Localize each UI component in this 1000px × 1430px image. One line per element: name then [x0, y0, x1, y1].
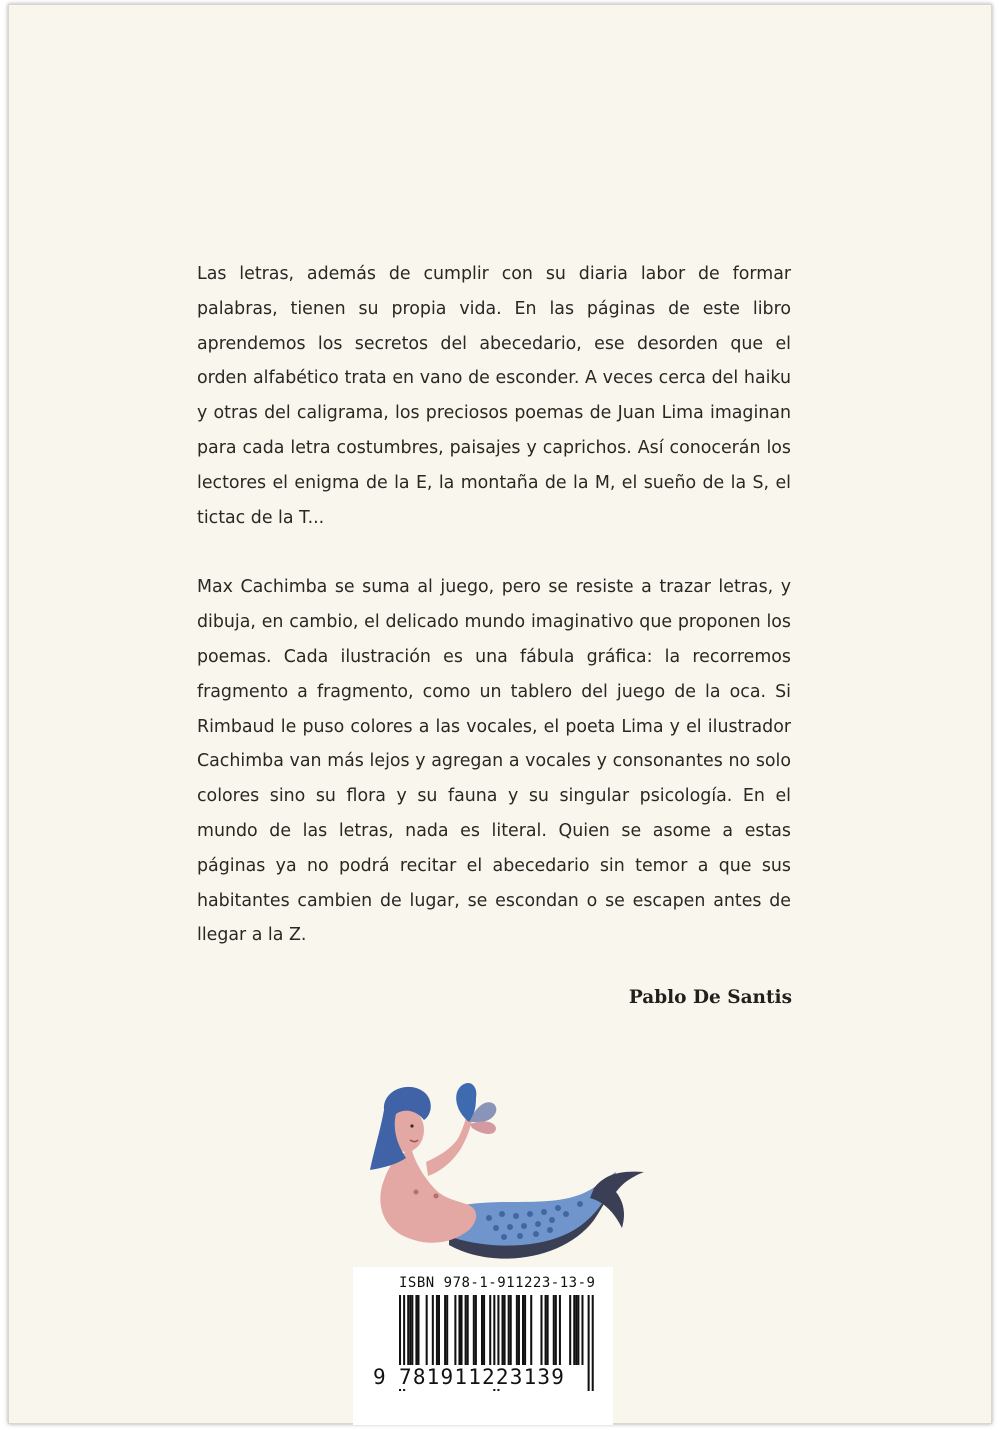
barcode-digits-text: 781911223139	[399, 1365, 566, 1389]
barcode-bar	[467, 1295, 469, 1365]
barcode-bar	[461, 1295, 463, 1365]
mermaid-fan-pink	[470, 1121, 496, 1134]
barcode	[353, 1267, 613, 1425]
barcode-bar	[407, 1295, 409, 1365]
barcode-bar	[569, 1295, 571, 1365]
barcode-bar	[446, 1295, 448, 1365]
author-signature: Pablo De Santis	[628, 987, 792, 1008]
barcode-bar	[581, 1295, 583, 1365]
barcode-bar	[458, 1295, 460, 1365]
synopsis-paragraph-2: Max Cachimba se suma al juego, pero se resiste a trazar letras, y dibuja, en cambio, el delicado mundo imaginativo que proponen los poemas. Cada ilustración es una fábula gráfica: la recorremos fragmento a fragmento, como un tablero del juego de la oca. Si Rimbaud le puso colores a las vocales, el poeta Lima y el ilustrador Cachimba van más lejos y agregan a vocales y consonantes no solo colores sino su flora y su fauna y su singular psicología. En el mundo de las letras, nada es literal. Quien se asome a estas páginas ya no podrá recitar el abecedario sin temor a que sus habitantes cambien de lugar, se escondan o se escapen antes de llegar a la Z.	[197, 577, 791, 946]
barcode-bar	[432, 1295, 434, 1365]
barcode-bar	[530, 1295, 532, 1365]
barcode-bar	[508, 1295, 510, 1365]
barcode-bar	[436, 1295, 438, 1365]
barcode-bar	[547, 1295, 549, 1365]
barcode-bar	[553, 1295, 555, 1365]
barcode-bar	[438, 1295, 440, 1365]
barcode-bar	[522, 1295, 524, 1365]
barcode-bars	[353, 1267, 613, 1425]
barcode-bar	[475, 1295, 477, 1365]
synopsis-text	[197, 257, 791, 953]
barcode-bar	[510, 1295, 512, 1365]
barcode-bar	[481, 1295, 483, 1365]
barcode-bar	[524, 1295, 526, 1365]
isbn-label: ISBN 978-1-911223-13-9	[399, 1275, 596, 1291]
barcode-bar	[516, 1295, 518, 1365]
barcode-bar	[518, 1295, 520, 1365]
barcode-lead-digit: 9	[373, 1365, 386, 1389]
barcode-bar	[489, 1295, 491, 1365]
barcode-bar	[545, 1295, 547, 1365]
synopsis-paragraph-1: Las letras, además de cumplir con su diaria labor de formar palabras, tienen su propia vida. En las páginas de este libro aprendemos los secretos del abecedario, ese desorden que el orden alfabético trata en vano de esconder. A veces cerca del haiku y otras del caligrama, los preciosos poemas de Juan Lima imaginan para cada letra costumbres, paisajes y caprichos. Así conocerán los lectores el enigma de la E, la montaña de la M, el sueño de la S, el tictac de la T...	[197, 264, 791, 528]
barcode-bar	[483, 1295, 485, 1365]
barcode-bar	[415, 1295, 417, 1365]
barcode-bar	[473, 1295, 475, 1365]
barcode-bar	[559, 1295, 561, 1365]
barcode-bar	[504, 1295, 506, 1365]
barcode-bar	[465, 1295, 467, 1365]
barcode-bar	[577, 1295, 579, 1365]
barcode-bar	[426, 1295, 428, 1365]
barcode-bar	[555, 1295, 557, 1365]
barcode-bar	[573, 1295, 575, 1365]
barcode-bar	[502, 1295, 504, 1365]
barcode-bar	[540, 1295, 542, 1365]
mermaid-tail-fin	[590, 1172, 644, 1228]
barcode-digits	[399, 1365, 565, 1389]
barcode-bar	[411, 1295, 413, 1365]
barcode-bar	[409, 1295, 411, 1365]
barcode-bar	[454, 1295, 456, 1365]
barcode-bar	[592, 1295, 594, 1391]
mermaid-arm	[426, 1118, 472, 1176]
back-cover-page	[8, 4, 992, 1424]
barcode-bar	[575, 1295, 577, 1365]
mermaid-icon	[354, 1080, 654, 1275]
barcode-bar	[444, 1295, 446, 1365]
barcode-bar	[417, 1295, 419, 1365]
barcode-bar	[588, 1295, 590, 1391]
